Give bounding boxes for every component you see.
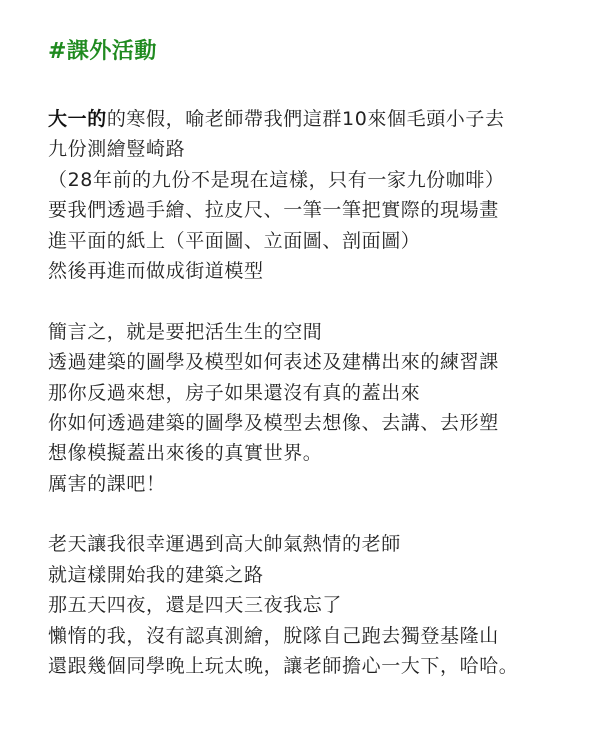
text-line: 懶惰的我，沒有認真測繪，脫隊自己跑去獨登基隆山 — [48, 624, 499, 647]
text-line: 然後再進而做成街道模型 — [48, 259, 264, 282]
text-line: 要我們透過手繪、拉皮尺、一筆一筆把實際的現場畫 — [48, 199, 499, 222]
paragraph-2 — [48, 317, 608, 499]
text-line: 老天讓我很幸運遇到高大帥氣熱情的老師 — [48, 533, 401, 556]
text-line: 還跟幾個同學晚上玩太晚，讓老師擔心一大下，哈哈。 — [48, 655, 519, 678]
paragraph-spacer — [48, 286, 608, 316]
paragraph-1 — [48, 104, 608, 286]
text-line: 你如何透過建築的圖學及模型去想像、去講、去形塑 — [48, 411, 499, 434]
text-line: 進平面的紙上（平面圖、立面圖、剖面圖） — [48, 229, 421, 252]
section-heading: #課外活動 — [48, 39, 157, 64]
post-body — [48, 104, 608, 681]
text-line — [48, 104, 608, 134]
text-span: 的寒假，喻老師帶我們這群10來個毛頭小子去 — [106, 108, 505, 130]
text-line: 那五天四夜，還是四天三夜我忘了 — [48, 594, 343, 617]
text-line: （28年前的九份不是現在這樣，只有一家九份咖啡） — [48, 168, 505, 191]
text-line: 那你反過來想，房子如果還沒有真的蓋出來 — [48, 381, 421, 404]
text-line: 厲害的課吧！ — [48, 472, 166, 495]
text-line: 簡言之，就是要把活生生的空間 — [48, 320, 323, 343]
text-line: 就這樣開始我的建築之路 — [48, 563, 264, 586]
paragraph-3 — [48, 529, 608, 681]
text-line: 想像模擬蓋出來後的真實世界。 — [48, 442, 323, 465]
paragraph-spacer — [48, 499, 608, 529]
text-line: 透過建築的圖學及模型如何表述及建構出來的練習課 — [48, 351, 499, 374]
emphasis-text: 大一的 — [48, 108, 107, 130]
text-line: 九份測繪豎崎路 — [48, 138, 186, 161]
